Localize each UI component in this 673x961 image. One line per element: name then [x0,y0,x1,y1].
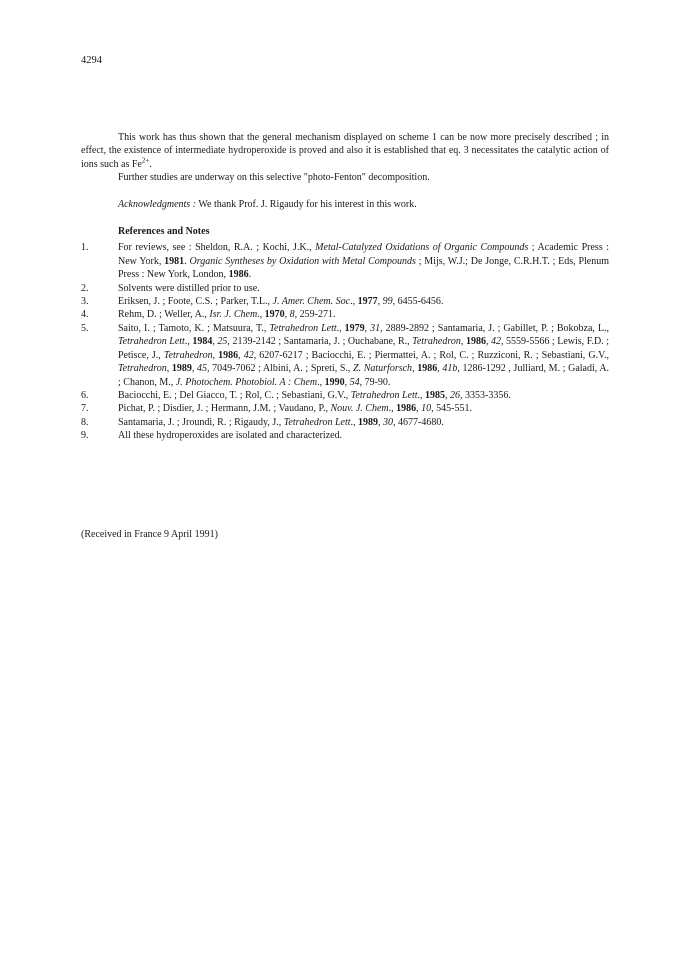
reference-italic-segment: 25 [217,336,228,348]
reference-text [118,389,609,402]
reference-italic-segment: Tetrahedron [163,349,213,361]
reference-segment: , [284,309,290,321]
reference-segment: ., [350,416,359,428]
reference-number: 4. [81,309,89,321]
reference-segment: , [166,363,172,375]
reference-segment: ., [336,322,345,334]
reference-item [81,308,609,321]
conclusion-text: This work has thus shown that the general mechanism displayed on scheme 1 can be now more precisely described ; in effect, the existence of intermediate hydroperoxide is proved and also it is established that eq. 3 necessitates the catalytic action of ions such as Fe [81,132,609,170]
reference-italic-segment: 99 [382,296,393,308]
reference-italic-segment: Tetrahedron [412,336,461,348]
reference-segment: , 545-551. [431,403,472,415]
reference-number: 7. [81,403,89,415]
reference-segment: . [184,255,190,267]
reference-segment: ., [317,376,325,388]
iron-charge-superscript: 2+ [141,156,150,165]
reference-italic-segment: Tetrahedron [118,363,167,375]
received-date: (Received in France 9 April 1991) [81,529,218,540]
reference-year: 1985 [425,389,446,401]
reference-segment: , [344,376,350,388]
reference-segment: ., [417,389,426,401]
reference-text [118,282,609,295]
reference-text [118,416,609,429]
reference-segment: , 3353-3356. [460,389,511,401]
reference-italic-segment: Nouv. J. Chem [330,403,389,415]
reference-item [81,322,609,389]
reference-segment: , [238,349,244,361]
reference-segment: ., [257,309,265,321]
reference-year: 1989 [358,416,379,428]
reference-segment: ., [350,296,358,308]
reference-italic-segment: 31 [370,322,381,334]
reference-year: 1986 [465,336,486,348]
reference-number: 1. [81,242,89,254]
reference-text [118,241,609,281]
further-studies-paragraph: Further studies are underway on this selective "photo-Fenton" decomposition. [118,172,430,184]
references-list [81,241,609,442]
reference-segment: , [212,349,219,361]
acknowledgments-label: Acknowledgments : [118,198,197,210]
reference-italic-segment: Isr. J. Chem [209,309,258,321]
reference-italic-segment: 8 [289,309,295,321]
reference-italic-segment: 26 [450,389,461,401]
reference-year: 1986 [396,403,417,415]
reference-year: 1977 [357,296,378,308]
reference-segment: Saito, I. ; Tamoto, K. ; Matsuura, T., [118,322,270,334]
reference-segment: , 6207-6217 ; Baciocchi, E. ; Piermattei, A. ; Rol, C. ; Ruzziconi, R. ; Sebastiani, G.V., [253,349,610,361]
reference-italic-segment: Tetrahedron Lett [269,322,337,334]
references-heading: References and Notes [118,226,210,238]
article-body [81,131,609,443]
acknowledgments-paragraph [81,198,609,211]
reference-italic-segment: Metal-Catalyzed Oxidations of Organic Compounds [315,242,529,254]
reference-segment: Eriksen, J. ; Foote, C.S. ; Parker, T.L., [118,296,273,308]
reference-segment: , [416,403,422,415]
reference-number: 2. [81,282,89,294]
reference-segment: , [191,363,197,375]
reference-segment: , [364,322,371,334]
reference-segment: , 1286-1292 , Julliard, M. ; Galadi, A. ; Chanon, M., [118,363,610,388]
reference-italic-segment: 42 [243,349,254,361]
reference-number: 6. [81,389,89,401]
reference-italic-segment: Organic Syntheses by Oxidation with Metal Compounds [189,255,416,267]
reference-number: 3. [81,296,89,308]
reference-year: 1986 [228,269,249,281]
reference-segment: , 4677-4680. [393,416,444,428]
reference-italic-segment: 30 [383,416,394,428]
reference-item [81,295,609,308]
reference-item [81,282,609,295]
reference-segment: Pichat, P. ; Disdier, J. ; Hermann, J.M. ; Vaudano, P., [118,403,331,415]
reference-item [81,402,609,415]
reference-item [81,241,609,281]
reference-segment: Baciocchi, E. ; Del Giacco, T. ; Rol, C. ; Sebastiani, G.V., [118,389,351,401]
reference-italic-segment: 41b [442,363,458,375]
reference-year: 1990 [324,376,345,388]
reference-number: 9. [81,430,89,442]
reference-text [118,429,609,442]
reference-segment: , 259-271. [294,309,336,321]
reference-segment: , [445,389,451,401]
reference-segment: , [437,363,443,375]
reference-year: 1981 [164,255,185,267]
reference-italic-segment: 42 [490,336,501,348]
reference-year: 1986 [218,349,239,361]
reference-item [81,429,609,442]
reference-year: 1979 [344,322,365,334]
reference-year: 1984 [192,336,213,348]
reference-segment: , [378,416,384,428]
reference-segment: , 2139-2142 ; Santamaria, J. ; Ouchabane, R., [227,336,413,348]
reference-segment: ; Academic Press : New York, [118,242,610,267]
reference-year: 1970 [264,309,285,321]
reference-segment: All these hydroperoxides are isolated and characterized. [118,430,343,442]
reference-segment: ., [388,403,397,415]
reference-segment: ., [184,336,193,348]
reference-italic-segment: J. Photochem. Photobiol. A : Chem [175,376,318,388]
reference-segment: , [460,336,466,348]
reference-segment: , 6455-6456. [392,296,444,308]
reference-italic-segment: Z. Naturforsch [353,363,413,375]
reference-number: 5. [81,322,89,334]
reference-italic-segment: 45 [197,363,207,375]
reference-segment: ; Mijs, W.J.; De Jonge, C.R.H.T. ; Eds, Plenum Press : New York, London, [118,255,610,281]
reference-italic-segment: J. Amer. Chem. Soc [272,296,351,308]
reference-segment: , 79-90. [359,376,391,388]
reference-segment: , 7049-7062 ; Albini, A. ; Spreti, S., [207,363,354,375]
reference-segment: , [412,363,418,375]
reference-text [118,295,609,308]
reference-segment: , [485,336,491,348]
reference-italic-segment: 10 [421,403,432,415]
reference-italic-segment: Tetrahedron Lett [118,336,185,348]
conclusion-paragraph [81,131,609,171]
reference-segment: For reviews, see : Sheldon, R.A. ; Kochi, J.K., [118,242,316,254]
reference-segment: , [377,296,383,308]
reference-item [81,389,609,402]
conclusion-period: . [149,158,152,170]
reference-segment: , 2889-2892 ; Santamaria, J. ; Gabillet, P. ; Bokobza, L., [380,322,610,334]
acknowledgments-text: We thank Prof. J. Rigaudy for his interest in this work. [196,198,417,210]
reference-segment: , 5559-5566 ; Lewis, F.D. ; Petisce, J., [118,336,610,361]
reference-number: 8. [81,416,89,428]
reference-segment: Solvents were distilled prior to use. [118,282,260,294]
reference-segment: . [248,269,252,281]
reference-italic-segment: Tetrahedron Lett [283,416,351,428]
reference-segment: Rehm, D. ; Weller, A., [118,309,210,321]
reference-italic-segment: 54 [349,376,360,388]
reference-segment: , [212,336,218,348]
reference-year: 1989 [171,363,192,375]
reference-italic-segment: Tetrahedron Lett [350,389,418,401]
reference-item [81,416,609,429]
page-number: 4294 [81,55,102,66]
reference-year: 1986 [417,363,438,375]
reference-text [118,402,609,415]
reference-text [118,322,609,389]
reference-text [118,308,609,321]
reference-segment: Santamaria, J. ; Jroundi, R. ; Rigaudy, J., [118,416,284,428]
